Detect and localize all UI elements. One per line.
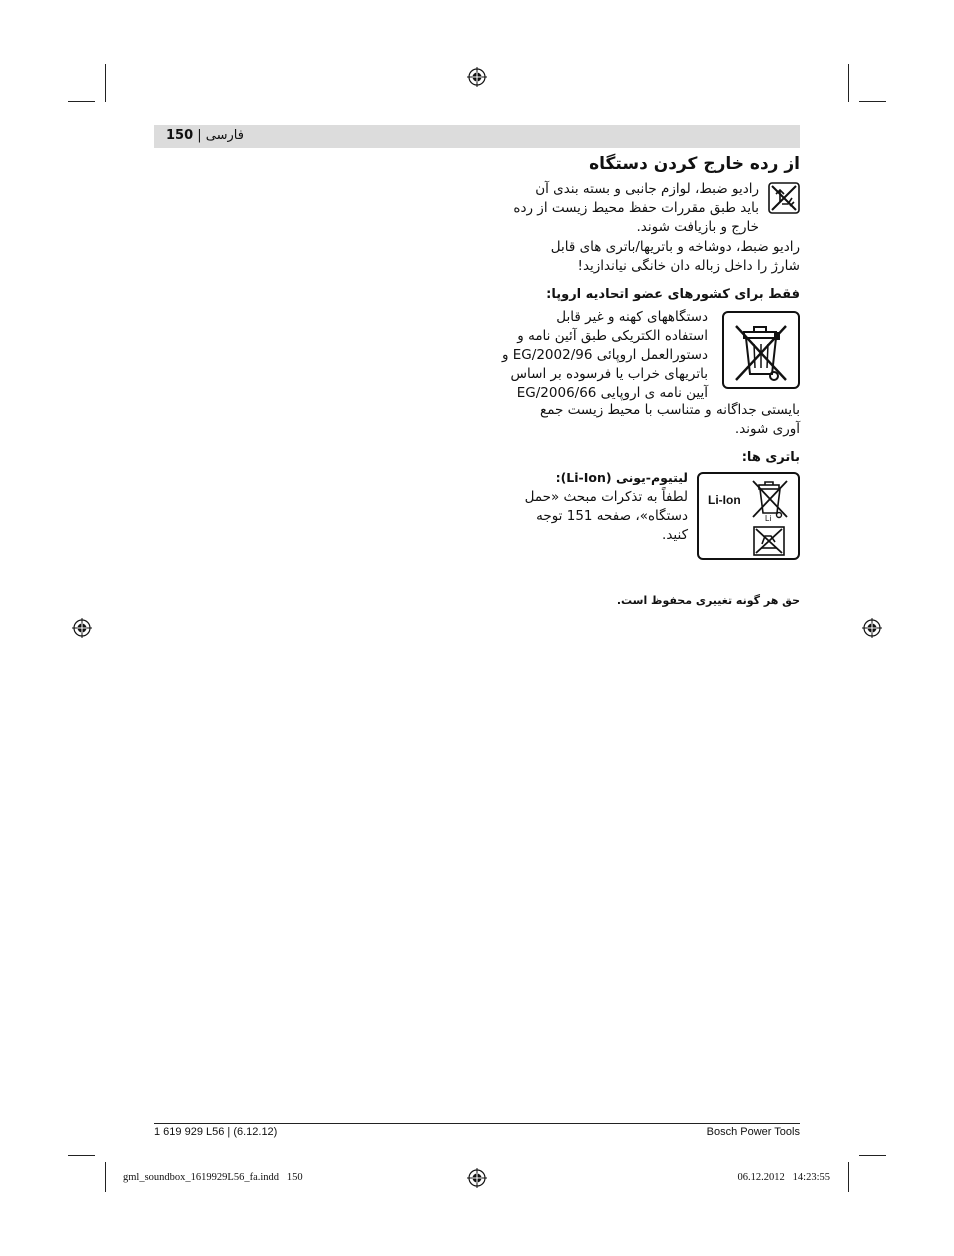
li-ion-subheading: لیتیوم-یونی (Li-Ion): bbox=[555, 470, 688, 485]
header-separator: | bbox=[193, 128, 206, 143]
warning-line: رادیو ضبط، دوشاخه و باتریها/باتری های قابل bbox=[550, 239, 800, 255]
weee-icon-frame bbox=[722, 311, 800, 389]
change-notice: حق هر گونه تغییری محفوظ است. bbox=[616, 594, 800, 607]
crop-mark bbox=[68, 101, 95, 102]
crop-mark bbox=[848, 1162, 849, 1192]
intro-text bbox=[459, 180, 759, 237]
eu-text bbox=[448, 308, 708, 403]
slug-timestamp: 06.12.2012 14:23:55 bbox=[737, 1172, 830, 1183]
li-chem-label: Li bbox=[765, 514, 772, 523]
registration-mark-icon bbox=[467, 67, 487, 87]
recycle-battery-icon bbox=[753, 526, 785, 556]
li-ion-label: Li-Ion bbox=[708, 493, 741, 507]
eu-line: آیین نامه ی اروپایی 2006/66/EG bbox=[516, 385, 708, 401]
intro-line: باید طبق مقررات حفظ محیط زیست از رده bbox=[513, 200, 759, 216]
batteries-line: کنید. bbox=[662, 527, 688, 543]
eu-line: دستگاههای کهنه و غیر قابل bbox=[556, 309, 708, 325]
intro-line: خارج و بازیافت شوند. bbox=[636, 219, 759, 235]
page-header bbox=[166, 128, 244, 143]
batteries-heading: باتری ها: bbox=[741, 450, 800, 465]
registration-mark-icon bbox=[467, 1168, 487, 1188]
batteries-line: دستگاه»، صفحه 151 توجه bbox=[536, 508, 688, 524]
page-number: 150 bbox=[166, 128, 194, 143]
batteries-line: لطفاً به تذکرات مبحث «حمل bbox=[524, 489, 688, 505]
eu-text-continued bbox=[470, 401, 800, 439]
section-title: از رده خارج کردن دستگاه bbox=[589, 154, 800, 174]
no-disposal-icon bbox=[768, 182, 800, 214]
intro-line: رادیو ضبط، لوازم جانبی و بسته بندی آن bbox=[535, 181, 759, 197]
eu-line: آوری شوند. bbox=[734, 421, 800, 437]
eu-heading: فقط برای کشورهای عضو اتحادیه اروپا: bbox=[546, 287, 800, 302]
batteries-text bbox=[468, 488, 688, 545]
eu-line: دستورالعمل اروپائی 2002/96/EG و bbox=[501, 347, 708, 363]
eu-line: استفاده الکتریکی طبق آئین نامه و bbox=[517, 328, 708, 344]
footer-brand: Bosch Power Tools bbox=[706, 1126, 800, 1138]
slug-filename: gml_soundbox_1619929L56_fa.indd 150 bbox=[123, 1172, 303, 1183]
page-header-bar bbox=[154, 125, 800, 148]
eu-line: بایستی جداگانه و متناسب با محیط زیست جمع bbox=[540, 402, 800, 418]
registration-mark-icon bbox=[862, 618, 882, 638]
crop-mark bbox=[848, 64, 849, 102]
footer-doc-number: 1 619 929 L56 | (6.12.12) bbox=[154, 1126, 278, 1138]
crossed-bin-icon bbox=[730, 318, 792, 382]
registration-mark-icon bbox=[72, 618, 92, 638]
crop-mark bbox=[105, 64, 106, 102]
crop-mark bbox=[859, 1155, 886, 1156]
eu-line: باتریهای خراب یا فرسوده بر اساس bbox=[510, 366, 708, 382]
warning-line: شارژ را داخل زباله دان خانگی نیاندازید! bbox=[577, 258, 800, 274]
battery-icon-frame bbox=[697, 472, 800, 560]
crop-mark bbox=[105, 1162, 106, 1192]
footer-rule bbox=[154, 1123, 800, 1124]
warning-text bbox=[470, 238, 800, 276]
header-language: فارسی bbox=[205, 128, 244, 143]
crop-mark bbox=[859, 101, 886, 102]
crop-mark bbox=[68, 1155, 95, 1156]
